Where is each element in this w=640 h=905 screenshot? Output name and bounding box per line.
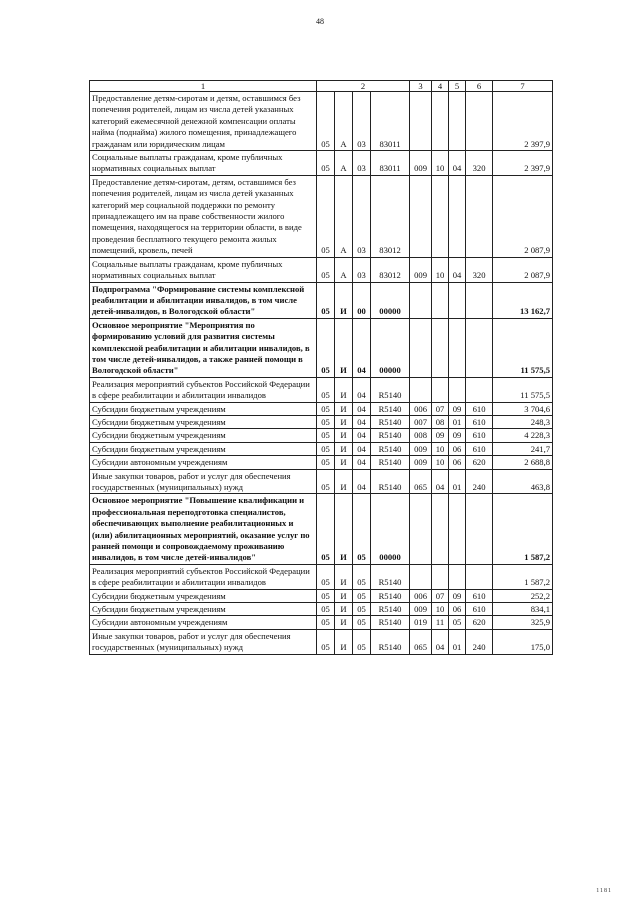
code-direction: R5140 [371,469,410,494]
code-event: 04 [353,318,371,377]
code-program: 05 [317,629,335,654]
code-ministry [410,282,432,318]
code-program: 05 [317,564,335,589]
table-row [90,415,553,428]
code-section: 04 [432,629,449,654]
code-subsection: 04 [449,257,466,282]
code-program: 05 [317,415,335,428]
code-subsection: 01 [449,469,466,494]
code-subprogram: И [335,415,353,428]
code-event: 05 [353,564,371,589]
code-subsection [449,318,466,377]
table-row [90,92,553,151]
page-number: 48 [316,17,324,26]
code-event: 03 [353,257,371,282]
code-program: 05 [317,603,335,616]
code-direction: 83011 [371,92,410,151]
amount: 2 397,9 [493,151,553,176]
code-expense-type: 610 [466,589,493,602]
code-expense-type: 320 [466,151,493,176]
table-row [90,318,553,377]
code-ministry: 008 [410,429,432,442]
code-direction: R5140 [371,429,410,442]
code-subprogram: И [335,318,353,377]
table-row [90,564,553,589]
code-ministry: 009 [410,257,432,282]
code-direction: 83012 [371,257,410,282]
code-event: 05 [353,494,371,564]
table-row [90,616,553,629]
code-section [432,494,449,564]
amount: 2 688,8 [493,456,553,469]
code-section: 09 [432,429,449,442]
table-row [90,402,553,415]
amount: 241,7 [493,442,553,455]
code-expense-type: 610 [466,603,493,616]
code-subprogram: И [335,494,353,564]
code-direction: 83012 [371,175,410,257]
table-row [90,282,553,318]
header-cell-1: 1 [90,81,317,92]
code-program: 05 [317,469,335,494]
code-expense-type: 620 [466,456,493,469]
row-description: Предоставление детям-сиротам, детям, оставшимся без попечения родителей, лицам из числа детей указанных категорий мер социальной поддержки по ремонту принадлежащего им на праве собственности жилого помещения, находящегося на территории области, в виде проведения бесплатного текущего ремонта жилых помещений, кровель, печей [90,175,317,257]
table-row [90,494,553,564]
row-description: Иные закупки товаров, работ и услуг для обеспечения государственных (муниципальных) нужд [90,469,317,494]
code-expense-type [466,92,493,151]
code-subsection: 05 [449,616,466,629]
code-subsection: 06 [449,456,466,469]
table-row [90,151,553,176]
header-cell-4: 4 [432,81,449,92]
code-ministry: 009 [410,603,432,616]
code-expense-type [466,377,493,402]
code-direction: R5140 [371,603,410,616]
code-event: 04 [353,429,371,442]
code-program: 05 [317,456,335,469]
code-subsection [449,92,466,151]
code-direction: R5140 [371,616,410,629]
code-expense-type: 610 [466,442,493,455]
code-section: 10 [432,151,449,176]
amount: 11 575,5 [493,377,553,402]
code-subprogram: И [335,402,353,415]
code-ministry: 006 [410,402,432,415]
code-subsection: 06 [449,442,466,455]
code-expense-type: 240 [466,469,493,494]
header-cell-6: 6 [466,81,493,92]
code-expense-type: 610 [466,429,493,442]
table-row [90,442,553,455]
row-description: Субсидии автономным учреждениям [90,456,317,469]
code-ministry: 009 [410,442,432,455]
code-ministry [410,92,432,151]
code-section: 07 [432,402,449,415]
table-row [90,257,553,282]
amount: 834,1 [493,603,553,616]
row-description: Социальные выплаты гражданам, кроме публичных нормативных социальных выплат [90,151,317,176]
code-direction: 00000 [371,318,410,377]
corner-mark: 1181 [596,888,612,894]
row-description: Основное мероприятие "Мероприятия по формированию условий для развития системы комплексной реабилитации и абилитации инвалидов, в том числе детей-инвалидов, а также ранней помощи в Вологодской области" [90,318,317,377]
row-description: Иные закупки товаров, работ и услуг для обеспечения государственных (муниципальных) нужд [90,629,317,654]
code-subsection: 09 [449,402,466,415]
code-subprogram: А [335,257,353,282]
code-section [432,564,449,589]
row-description: Предоставление детям-сиротам и детям, оставшимся без попечения родителей, лицам из числа детей указанных категорий ежемесячной денежной компенсации оплаты найма (поднайма) жилого помещения, принадлежащего гражданам или юридическим лицам [90,92,317,151]
table-row [90,469,553,494]
code-expense-type [466,282,493,318]
code-subprogram: А [335,175,353,257]
amount: 325,9 [493,616,553,629]
amount: 1 587,2 [493,564,553,589]
code-subsection [449,377,466,402]
code-direction: R5140 [371,415,410,428]
code-event: 05 [353,629,371,654]
code-event: 04 [353,377,371,402]
code-section [432,377,449,402]
code-subprogram: И [335,377,353,402]
code-direction: R5140 [371,629,410,654]
code-event: 05 [353,616,371,629]
table-row [90,589,553,602]
code-expense-type [466,494,493,564]
code-program: 05 [317,175,335,257]
code-direction: 00000 [371,282,410,318]
row-description: Реализация мероприятий субъектов Российской Федерации в сфере реабилитации и абилитации инвалидов [90,377,317,402]
code-subsection: 09 [449,589,466,602]
code-expense-type: 610 [466,415,493,428]
row-description: Основное мероприятие "Повышение квалификации и профессиональная переподготовка специалистов, обеспечивающих выполнение реабилитационных и (или) абилитационных мероприятий, оказание услуг по ранней помощи и сопровождаемому проживанию инвалидов, в том числе детей-инвалидов" [90,494,317,564]
row-description: Субсидии бюджетным учреждениям [90,429,317,442]
code-subprogram: И [335,603,353,616]
row-description: Субсидии автономным учреждениям [90,616,317,629]
code-expense-type: 240 [466,629,493,654]
code-subprogram: И [335,564,353,589]
code-program: 05 [317,616,335,629]
code-ministry [410,318,432,377]
amount: 2 397,9 [493,92,553,151]
code-program: 05 [317,151,335,176]
table-row [90,456,553,469]
code-subprogram: И [335,589,353,602]
table-row [90,175,553,257]
amount: 2 087,9 [493,257,553,282]
code-subprogram: И [335,282,353,318]
code-direction: R5140 [371,442,410,455]
table-row [90,603,553,616]
code-expense-type: 610 [466,402,493,415]
code-expense-type: 620 [466,616,493,629]
code-program: 05 [317,429,335,442]
row-description: Субсидии бюджетным учреждениям [90,603,317,616]
code-subsection: 01 [449,629,466,654]
row-description: Реализация мероприятий субъектов Российской Федерации в сфере реабилитации и абилитации инвалидов [90,564,317,589]
code-program: 05 [317,377,335,402]
code-expense-type: 320 [466,257,493,282]
code-event: 04 [353,402,371,415]
code-ministry: 065 [410,469,432,494]
code-section: 07 [432,589,449,602]
code-event: 04 [353,415,371,428]
code-event: 00 [353,282,371,318]
code-section [432,318,449,377]
code-section: 11 [432,616,449,629]
code-expense-type [466,564,493,589]
code-event: 05 [353,589,371,602]
code-ministry: 007 [410,415,432,428]
budget-table [89,80,553,655]
amount: 2 087,9 [493,175,553,257]
amount: 252,2 [493,589,553,602]
amount: 175,0 [493,629,553,654]
code-subsection [449,564,466,589]
code-section: 04 [432,469,449,494]
code-program: 05 [317,402,335,415]
amount: 463,8 [493,469,553,494]
table-row [90,629,553,654]
code-direction: R5140 [371,402,410,415]
amount: 248,3 [493,415,553,428]
code-subsection: 04 [449,151,466,176]
code-subprogram: А [335,151,353,176]
code-ministry: 019 [410,616,432,629]
amount: 13 162,7 [493,282,553,318]
code-event: 05 [353,603,371,616]
code-section: 08 [432,415,449,428]
code-ministry: 065 [410,629,432,654]
table-header-row [90,81,553,92]
code-ministry: 009 [410,151,432,176]
amount: 1 587,2 [493,494,553,564]
code-section: 10 [432,456,449,469]
code-subprogram: И [335,616,353,629]
code-subprogram: И [335,469,353,494]
code-ministry [410,564,432,589]
code-program: 05 [317,442,335,455]
code-program: 05 [317,282,335,318]
table-row [90,377,553,402]
code-event: 03 [353,175,371,257]
code-program: 05 [317,257,335,282]
row-description: Субсидии бюджетным учреждениям [90,402,317,415]
code-expense-type [466,175,493,257]
code-subsection [449,175,466,257]
code-event: 03 [353,151,371,176]
code-section [432,282,449,318]
code-program: 05 [317,589,335,602]
row-description: Субсидии бюджетным учреждениям [90,589,317,602]
header-cell-7: 7 [493,81,553,92]
amount: 4 228,3 [493,429,553,442]
code-ministry [410,377,432,402]
code-section [432,175,449,257]
code-direction: R5140 [371,456,410,469]
code-section [432,92,449,151]
code-direction: 00000 [371,494,410,564]
header-cell-5: 5 [449,81,466,92]
code-subsection: 06 [449,603,466,616]
row-description: Субсидии бюджетным учреждениям [90,442,317,455]
header-cell-2: 2 [317,81,410,92]
row-description: Подпрограмма "Формирование системы комплексной реабилитации и абилитации инвалидов, в том числе детей-инвалидов, в Вологодской области" [90,282,317,318]
header-cell-3: 3 [410,81,432,92]
code-subsection: 01 [449,415,466,428]
code-program: 05 [317,92,335,151]
code-program: 05 [317,318,335,377]
amount: 3 704,6 [493,402,553,415]
code-ministry [410,175,432,257]
code-subprogram: А [335,92,353,151]
code-direction: R5140 [371,564,410,589]
code-section: 10 [432,603,449,616]
code-direction: R5140 [371,377,410,402]
amount: 11 575,5 [493,318,553,377]
table-row [90,429,553,442]
code-subprogram: И [335,629,353,654]
code-subprogram: И [335,442,353,455]
code-ministry: 009 [410,456,432,469]
code-event: 04 [353,442,371,455]
code-section: 10 [432,442,449,455]
code-subsection [449,494,466,564]
code-ministry [410,494,432,564]
table-body [90,92,553,655]
code-event: 04 [353,469,371,494]
code-expense-type [466,318,493,377]
code-direction: R5140 [371,589,410,602]
row-description: Субсидии бюджетным учреждениям [90,415,317,428]
code-program: 05 [317,494,335,564]
code-subsection [449,282,466,318]
code-subsection: 09 [449,429,466,442]
code-ministry: 006 [410,589,432,602]
code-event: 04 [353,456,371,469]
code-section: 10 [432,257,449,282]
code-event: 03 [353,92,371,151]
code-subprogram: И [335,456,353,469]
row-description: Социальные выплаты гражданам, кроме публичных нормативных социальных выплат [90,257,317,282]
code-subprogram: И [335,429,353,442]
code-direction: 83011 [371,151,410,176]
